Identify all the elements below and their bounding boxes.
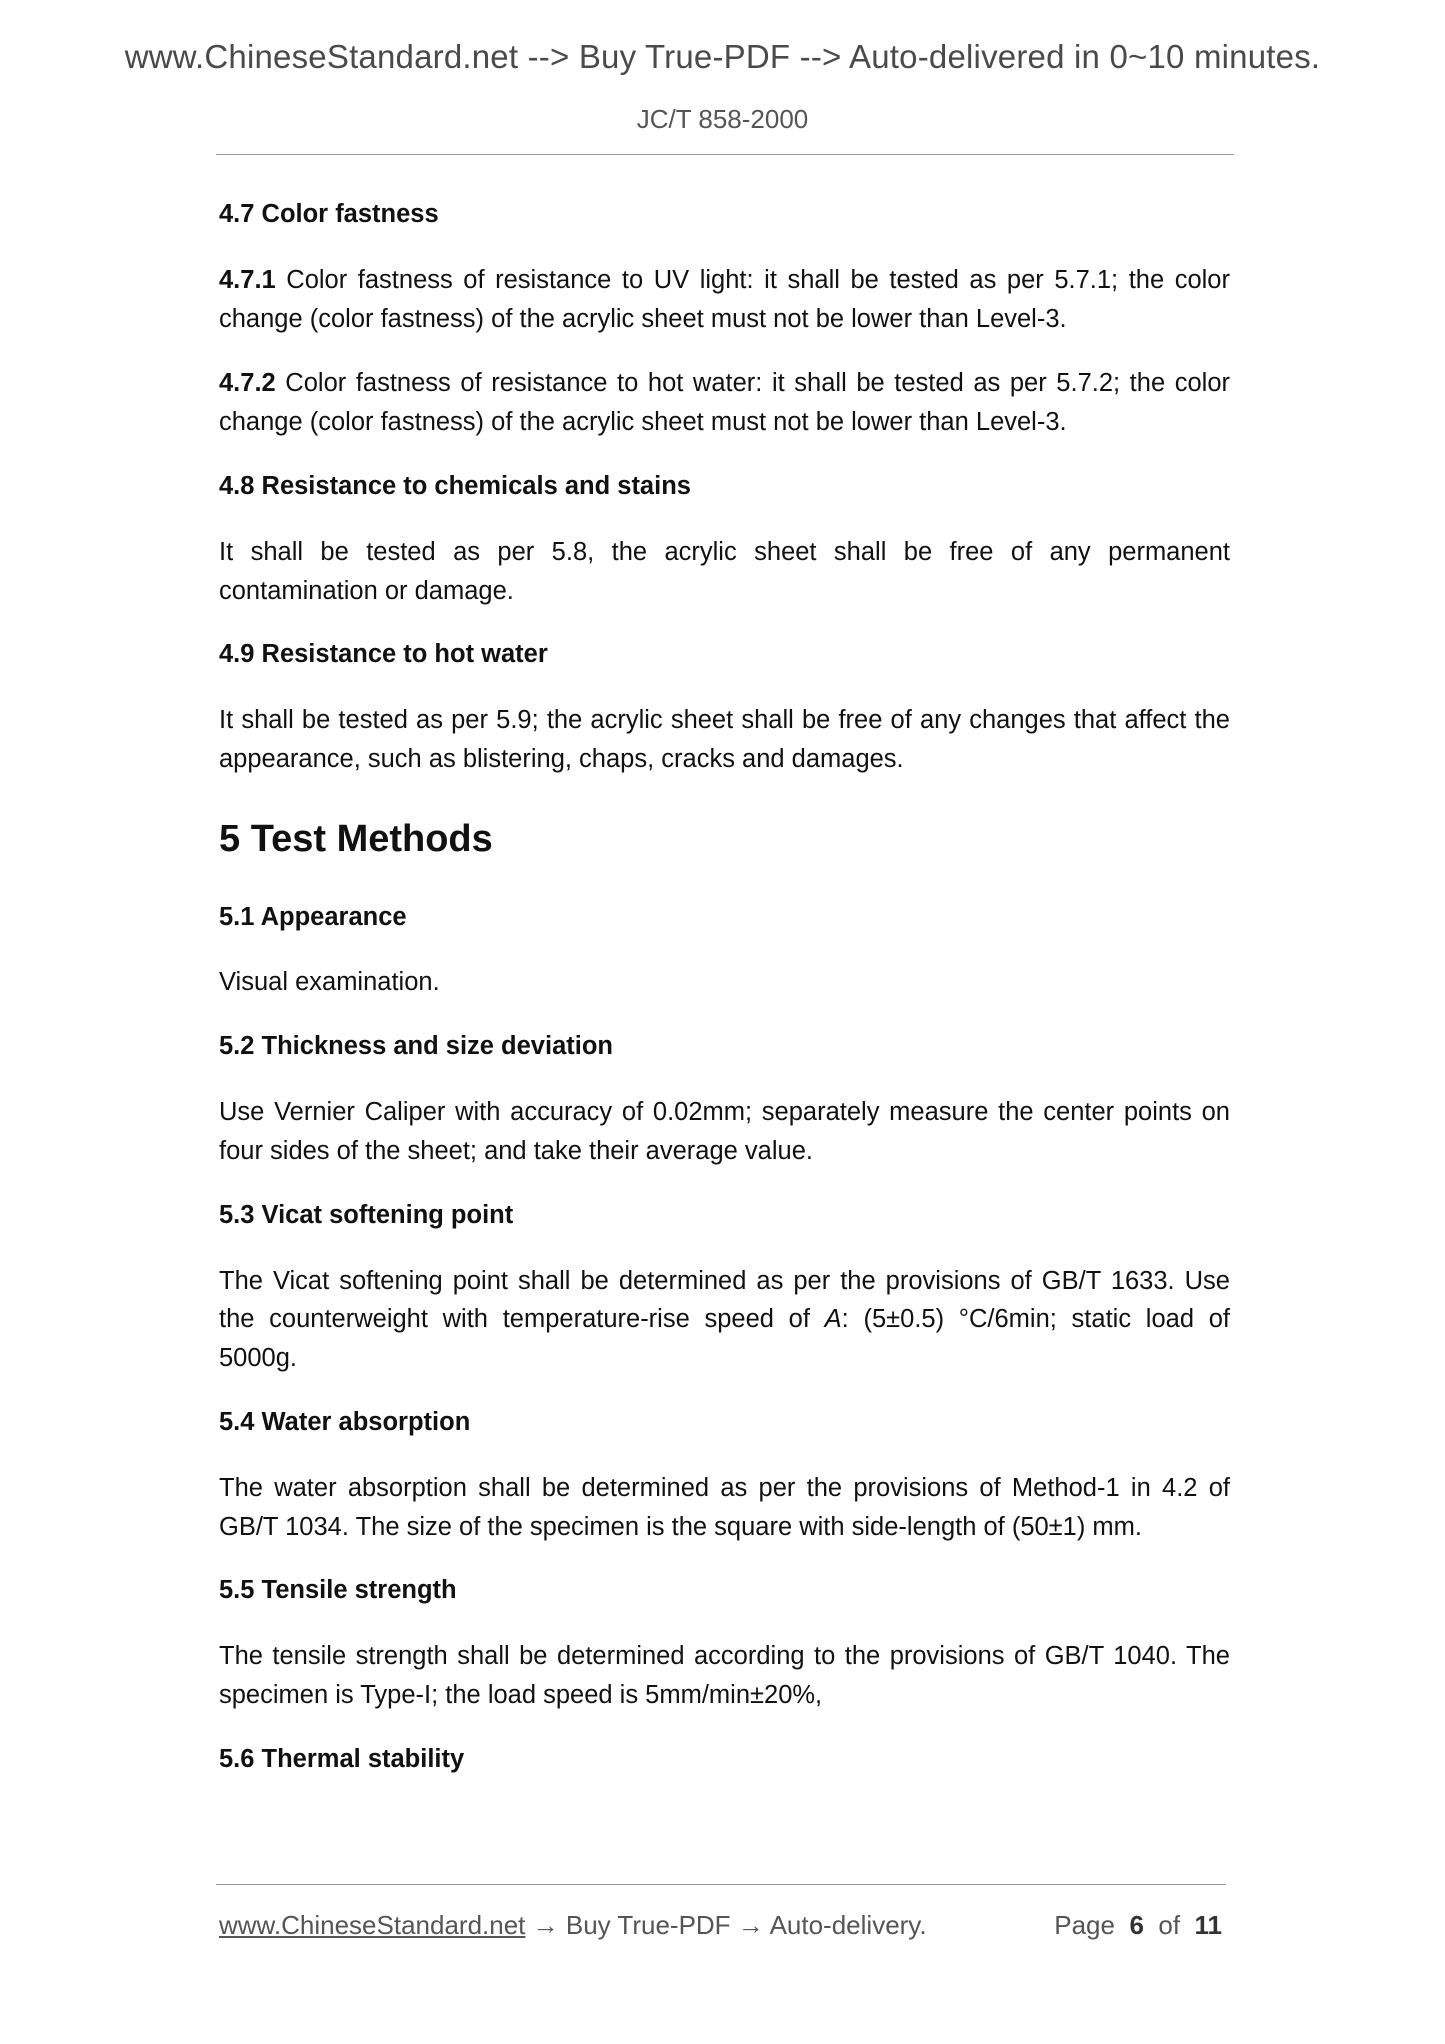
variable-a: A <box>824 1305 842 1334</box>
paragraph-4-9: It shall be tested as per 5.9; the acrylic sheet shall be free of any changes that affect the appearance, such as blistering, chaps, cracks and damages. <box>219 706 1230 774</box>
paragraph-text: The Vicat softening point shall be determined as per the provisions of GB/T 1633. Use the counterweight with temperature-rise speed of <box>219 1266 1230 1334</box>
heading-5-4: 5.4 Water absorption <box>219 1407 471 1436</box>
header-divider <box>216 154 1234 155</box>
page-content <box>219 196 1230 1806</box>
paragraph-4-8: It shall be tested as per 5.8, the acrylic sheet shall be free of any permanent contamination or damage. <box>219 537 1230 605</box>
heading-5-2: 5.2 Thickness and size deviation <box>219 1032 613 1061</box>
heading-4-9: 4.9 Resistance to hot water <box>219 640 548 669</box>
document-code: JC/T 858-2000 <box>636 104 809 134</box>
page-total: 11 <box>1194 1910 1222 1940</box>
page-of: of <box>1158 1910 1181 1940</box>
heading-4-7: 4.7 Color fastness <box>219 200 439 228</box>
page-number <box>1054 1910 1222 1941</box>
top-banner: www.ChineseStandard.net --> Buy True-PDF --> Auto-delivered in 0~10 minutes. <box>124 38 1321 75</box>
paragraph-5-1: Visual examination. <box>219 968 440 997</box>
paragraph-5-3 <box>219 1262 1230 1378</box>
heading-5-5: 5.5 Tensile strength <box>219 1576 457 1605</box>
footer-link[interactable]: www.ChineseStandard.net <box>219 1910 526 1940</box>
clause-4-7-1 <box>219 261 1230 339</box>
footer-promo <box>219 1910 927 1941</box>
heading-5-3: 5.3 Vicat softening point <box>219 1200 514 1229</box>
section-heading-5: 5 Test Methods <box>219 817 493 860</box>
page-label: Page <box>1054 1910 1115 1940</box>
paragraph-5-4: The water absorption shall be determined as per the provisions of Method-1 in 4.2 of GB/T 1034. The size of the specimen is the square with side-length of (50±1) mm. <box>219 1473 1230 1541</box>
paragraph-text: : (5±0.5) °C/6min; static load of 5000g. <box>219 1305 1230 1373</box>
footer-divider <box>216 1884 1226 1885</box>
clause-text: Color fastness of resistance to hot water: it shall be tested as per 5.7.2; the color change (color fastness) of the acrylic sheet must not be lower than Level-3. <box>219 369 1230 437</box>
heading-5-1: 5.1 Appearance <box>219 902 407 931</box>
clause-text: Color fastness of resistance to UV light: it shall be tested as per 5.7.1; the color change (color fastness) of the acrylic sheet must not be lower than Level-3. <box>219 265 1230 333</box>
paragraph-5-2: Use Vernier Caliper with accuracy of 0.02mm; separately measure the center points on four sides of the sheet; and take their average value. <box>219 1098 1230 1165</box>
heading-4-8: 4.8 Resistance to chemicals and stains <box>219 471 691 500</box>
page-current: 6 <box>1129 1910 1144 1940</box>
paragraph-5-5: The tensile strength shall be determined according to the provisions of GB/T 1040. The specimen is Type-I; the load speed is 5mm/min±20%, <box>219 1642 1230 1710</box>
heading-5-6: 5.6 Thermal stability <box>219 1744 465 1773</box>
clause-number: 4.7.1 <box>219 265 276 294</box>
clause-number: 4.7.2 <box>219 369 276 398</box>
clause-4-7-2 <box>219 364 1230 442</box>
footer-tail: → Buy True-PDF → Auto-delivery. <box>525 1910 927 1940</box>
